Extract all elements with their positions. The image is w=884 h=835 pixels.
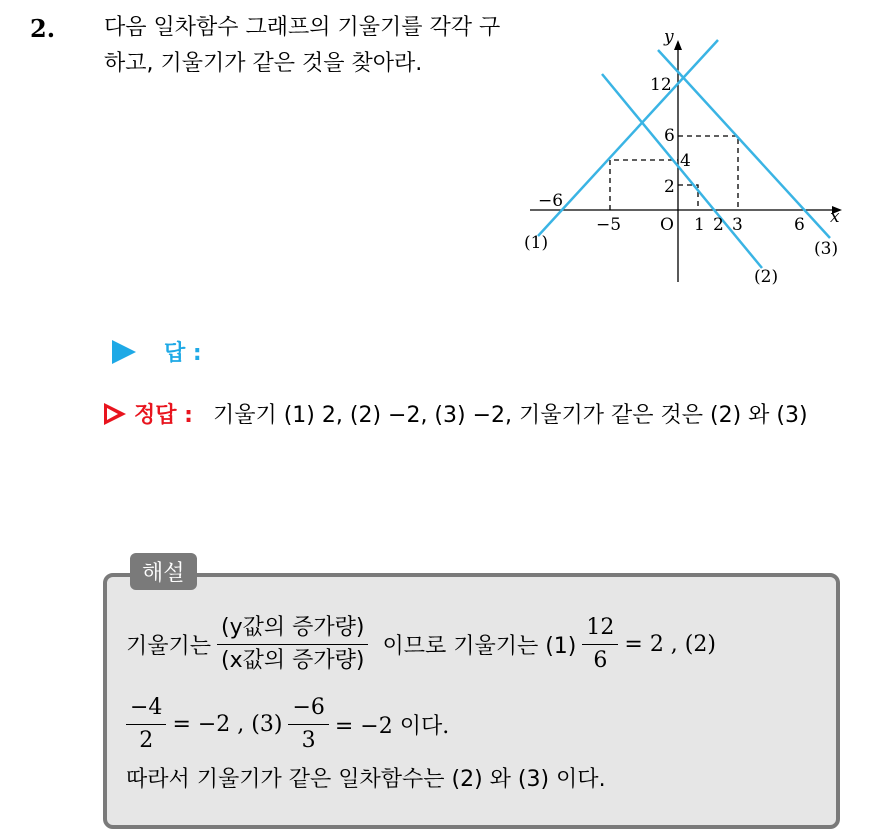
correct-answer: [104, 398, 864, 434]
fraction-3-num: −6: [288, 692, 328, 725]
fraction-2-den: 2: [139, 728, 154, 753]
explanation-line-1: [126, 612, 716, 677]
tick-y-12: 12: [650, 75, 672, 95]
tick-x-1: 1: [694, 215, 705, 235]
tick-y-4: 4: [680, 151, 691, 171]
exp-prefix: 기울기는: [126, 634, 212, 659]
tick-x-neg5: −5: [596, 215, 622, 235]
tick-x-3: 3: [732, 215, 743, 235]
tick-x-6: 6: [794, 215, 805, 235]
tick-y-6: 6: [664, 126, 675, 146]
question-number: 2.: [30, 14, 56, 43]
tick-y-2: 2: [664, 177, 675, 197]
line-label-2: (2): [754, 267, 779, 287]
question-text: 다음 일차함수 그래프의 기울기를 각각 구하고, 기울기가 같은 것을 찾아라.: [104, 15, 501, 76]
correct-label: 정답 :: [134, 403, 193, 428]
line-label-1: (1): [524, 233, 549, 253]
answer-row: [112, 336, 202, 367]
fraction-1: [582, 612, 618, 677]
correct-text: 기울기 (1) 2, (2) −2, (3) −2, 기울기가 같은 것은 (2) 와 (3): [212, 403, 808, 428]
y-axis-label: y: [664, 27, 674, 47]
origin-label: O: [660, 215, 674, 235]
fraction-3-den: 3: [301, 728, 316, 753]
fraction-2-result: = −2 , (3): [172, 712, 283, 737]
fraction-1-num: 12: [582, 612, 618, 645]
fraction-3-result: = −2 이다.: [334, 714, 450, 739]
fraction-3: [288, 692, 328, 757]
slope-fraction: [217, 612, 368, 677]
tick-x-neg6: −6: [538, 191, 564, 211]
answer-label: 답 :: [164, 341, 202, 366]
line-label-3: (3): [814, 239, 839, 259]
x-axis-label: x: [830, 207, 840, 227]
tick-x-2: 2: [713, 215, 724, 235]
fraction-1-result: = 2 , (2): [624, 632, 716, 657]
slope-numerator: (y값의 증가량): [217, 612, 368, 645]
explanation-tag: 해설: [130, 553, 197, 590]
line-1: [538, 40, 718, 236]
guide-line-3: [678, 185, 698, 210]
outline-triangle-icon: [104, 403, 126, 425]
fraction-2: [126, 692, 166, 757]
explanation-line-3: 따라서 기울기가 같은 일차함수는 (2) 와 (3) 이다.: [126, 767, 606, 792]
linear-functions-graph: [520, 20, 860, 295]
fraction-1-den: 6: [593, 648, 608, 673]
play-triangle-icon: [112, 340, 136, 364]
slope-denominator: (x값의 증가량): [221, 648, 365, 673]
exp-mid: 이므로 기울기는 (1): [382, 634, 577, 659]
guide-line-2: [678, 136, 738, 210]
y-axis-arrow: [674, 40, 682, 50]
explanation-line-2: [126, 692, 449, 757]
fraction-2-num: −4: [126, 692, 166, 725]
